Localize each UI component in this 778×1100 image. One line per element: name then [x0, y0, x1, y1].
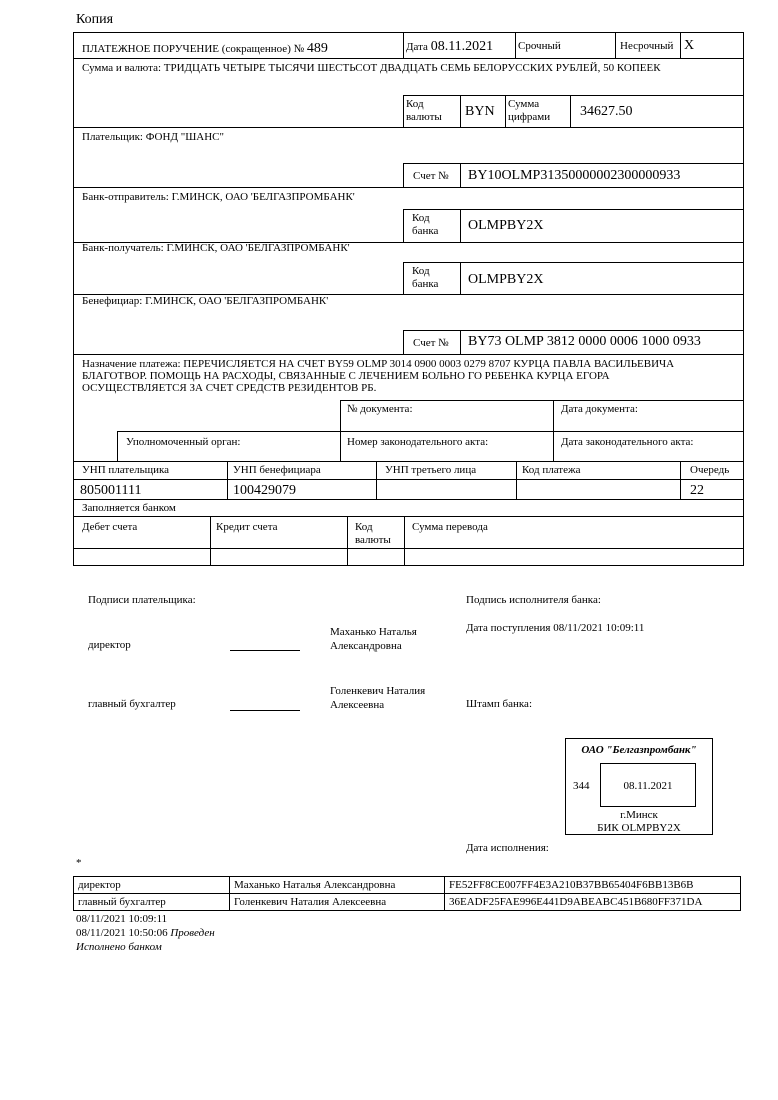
ds-name: Голенкевич Наталия Алексеевна	[234, 896, 387, 908]
receiver-bank: Банк-получатель: Г.МИНСК, ОАО 'БЕЛГАЗПРОМБАНК'	[82, 242, 350, 254]
payer-signatures-label: Подписи плательщика:	[88, 594, 196, 606]
accountant-signature-line	[230, 710, 300, 711]
credit-label: Кредит счета	[216, 521, 278, 533]
order-number: 489	[306, 41, 328, 56]
ds-hash: 36EADF25FAE996E441D9ABEABC451B680FF371DA	[449, 896, 703, 908]
bank-signature-label: Подпись исполнителя банка:	[466, 594, 601, 606]
payment-code-label: Код платежа	[522, 464, 581, 476]
accountant-name: Голенкевич Наталия Алексеевна	[330, 685, 426, 711]
director-signature-line	[230, 650, 300, 651]
queue-value: 22	[690, 483, 704, 498]
act-number-label: Номер законодательного акта:	[347, 436, 489, 448]
unp-payer-label: УНП плательщика	[82, 464, 170, 476]
receipt-date: Дата поступления 08/11/2021 10:09:11	[466, 622, 645, 634]
ds-hash: FE52FF8CE007FF4E3A210B37BB65404F6BB13B6B	[449, 879, 694, 891]
payer-account: BY10OLMP31350000002300000933	[468, 168, 681, 183]
unp-beneficiary-label: УНП бенефициара	[233, 464, 321, 476]
payment-purpose: Назначение платежа: ПЕРЕЧИСЛЯЕТСЯ НА СЧЕТ BY59 OLMP 3014 0900 0003 0279 8707 КУРЦА ПАВЛА ВАСИЛЬЕВИЧА БЛАГОТВОР. ПОМОЩЬ НА РАСХОДЫ, СВЯЗАННЫЕ С ЛЕЧЕНИЕМ БОЛЬНО ГО РЕБЕНКА КУРЦА ЕГОРА ОСУЩЕСТВЛЯЕТСЯ ЗА СЧЕТ СРЕДСТВ РЕЗИДЕНТОВ РБ.	[82, 358, 675, 394]
urgent-label: Срочный	[518, 40, 561, 52]
receiver-bank-code: OLMPBY2X	[468, 272, 544, 287]
footer-time-received: 08/11/2021 10:09:11	[76, 913, 168, 925]
ds-role: главный бухгалтер	[78, 896, 166, 908]
stamp-bik: БИК OLMPBY2X	[597, 822, 681, 834]
ds-role: директор	[78, 879, 121, 891]
footer-executed: Исполнено банком	[76, 941, 162, 953]
unp-beneficiary: 100429079	[233, 483, 296, 498]
doc-date-label: Дата документа:	[561, 403, 638, 415]
transfer-amount-label: Сумма перевода	[412, 521, 488, 533]
form-title: ПЛАТЕЖНОЕ ПОРУЧЕНИЕ (сокращенное) № 489	[82, 41, 328, 56]
footer-status: Проведен	[170, 927, 215, 939]
beneficiary-account-label: Счет №	[413, 337, 449, 349]
debit-label: Дебет счета	[82, 521, 138, 533]
beneficiary: Бенефициар: Г.МИНСК, ОАО 'БЕЛГАЗПРОМБАНК'	[82, 295, 329, 307]
stamp-city: г.Минск	[620, 809, 658, 821]
bank-stamp-label: Штамп банка:	[466, 698, 532, 710]
accountant-label: главный бухгалтер	[88, 698, 176, 710]
unp-payer: 805001111	[80, 483, 142, 498]
bank-currency-label: Код валюты	[355, 521, 391, 546]
nonurgent-mark: X	[684, 38, 695, 53]
receiver-bank-code-label: Код банка	[412, 265, 439, 290]
stamp-number: 344	[573, 780, 590, 792]
amount-digits-label: Сумма цифрами	[508, 98, 551, 123]
amount-digits: 34627.50	[580, 104, 633, 119]
execution-date-label: Дата исполнения:	[466, 842, 549, 854]
director-name: Маханько Наталья Александровна	[330, 626, 417, 652]
director-label: директор	[88, 639, 131, 651]
unp-third-label: УНП третьего лица	[385, 464, 477, 476]
currency-code-label: Код валюты	[406, 98, 442, 123]
sender-bank: Банк-отправитель: Г.МИНСК, ОАО 'БЕЛГАЗПРОМБАНК'	[82, 191, 355, 203]
copy-label: Копия	[76, 12, 114, 27]
authority-label: Уполномоченный орган:	[126, 436, 241, 448]
nonurgent-label: Несрочный	[620, 40, 674, 52]
stamp-date: 08.11.2021	[623, 780, 673, 792]
sender-bank-code: OLMPBY2X	[468, 218, 544, 233]
sender-bank-code-label: Код банка	[412, 212, 439, 237]
payer: Плательщик: ФОНД "ШАНС"	[82, 131, 225, 143]
ds-name: Маханько Наталья Александровна	[234, 879, 396, 891]
payer-account-label: Счет №	[413, 170, 449, 182]
stamp-bank-name: ОАО "Белгазпромбанк"	[581, 744, 697, 756]
amount-words: Сумма и валюта: ТРИДЦАТЬ ЧЕТЫРЕ ТЫСЯЧИ ШЕСТЬСОТ ДВАДЦАТЬ СЕМЬ БЕЛОРУССКИХ РУБЛЕЙ, 50 КОПЕЕК	[82, 62, 661, 74]
queue-label: Очередь	[690, 464, 730, 476]
currency-code: BYN	[465, 104, 495, 119]
doc-number-label: № документа:	[347, 403, 413, 415]
asterisk: *	[76, 857, 82, 869]
act-date-label: Дата законодательного акта:	[561, 436, 694, 448]
bank-fill-label: Заполняется банком	[82, 502, 176, 514]
order-date: Дата 08.11.2021	[406, 39, 494, 54]
beneficiary-account: BY73 OLMP 3812 0000 0006 1000 0933	[468, 334, 701, 349]
footer-time-processed: 08/11/2021 10:50:06 Проведен	[76, 927, 215, 939]
